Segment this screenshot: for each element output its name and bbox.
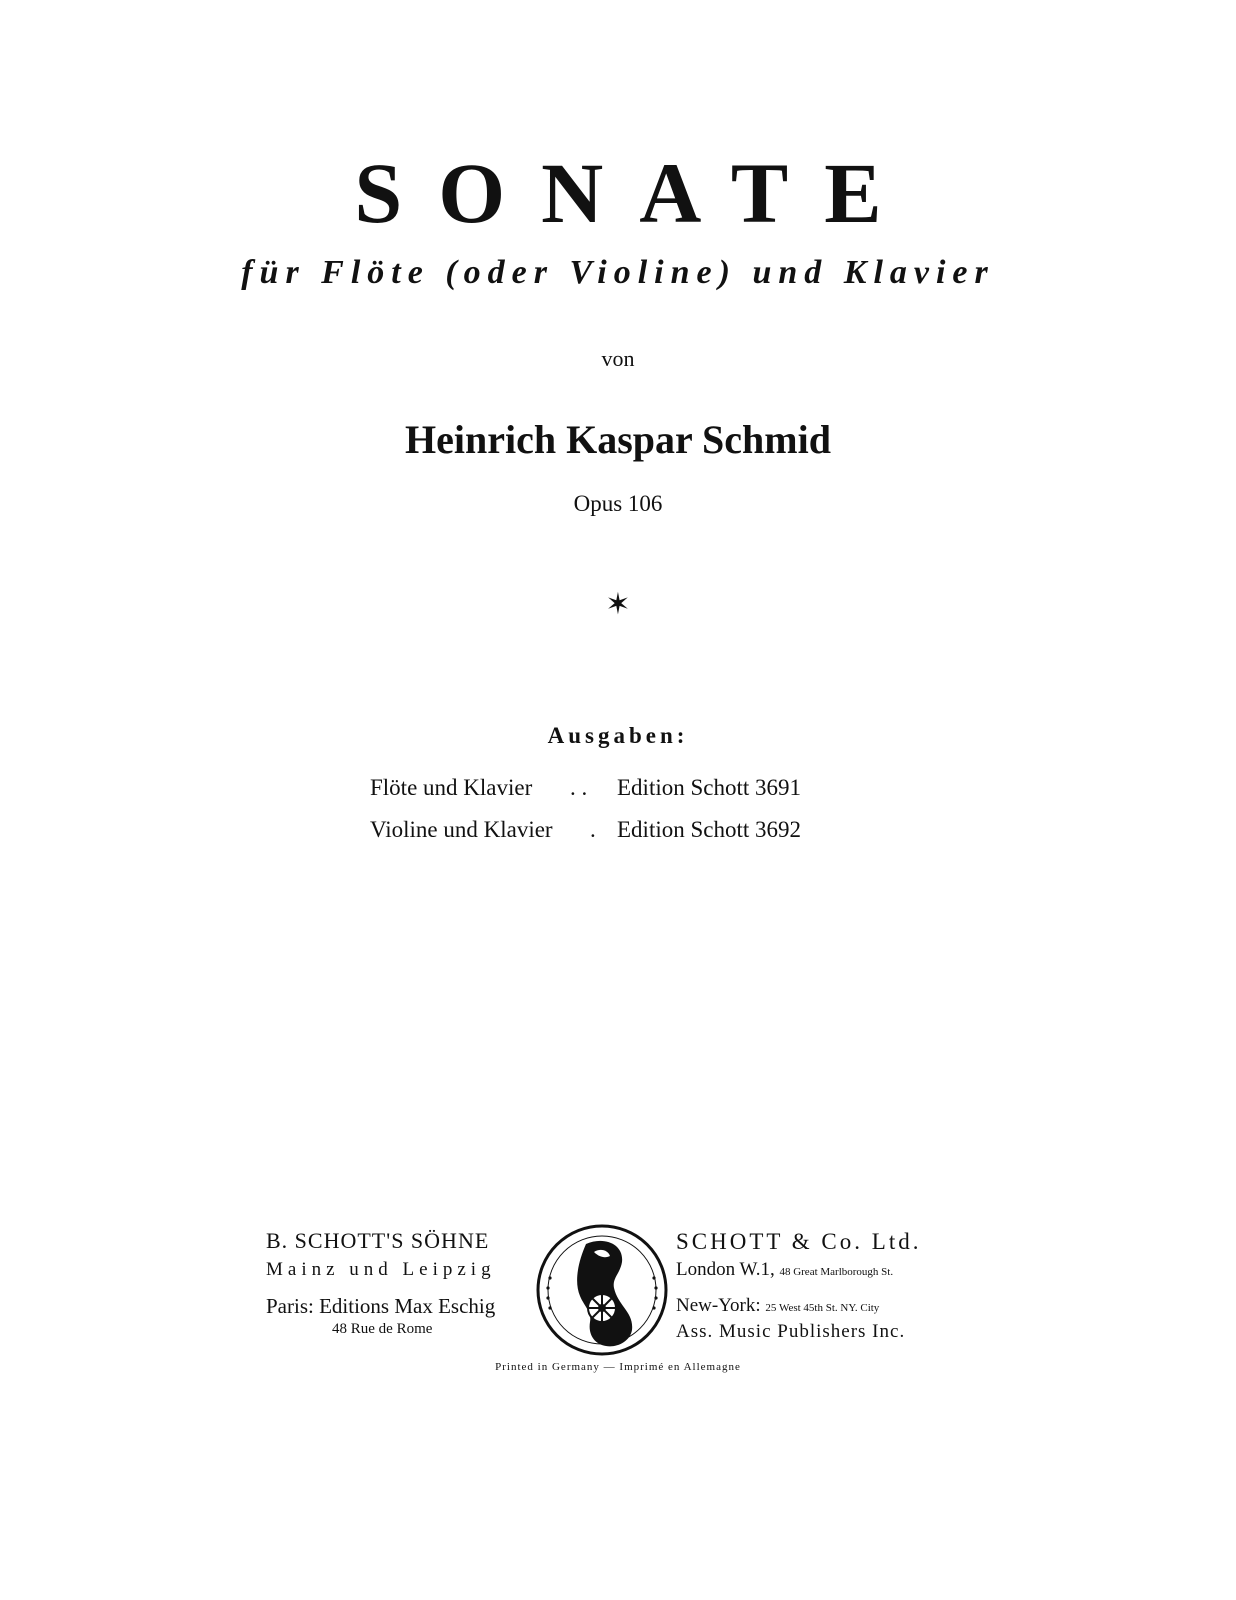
edition-number: Edition Schott 3691: [617, 775, 801, 800]
page-title: SONATE: [354, 145, 918, 241]
composer-name: Heinrich Kaspar Schmid: [405, 417, 831, 462]
printed-in-note: Printed in Germany — Imprimé en Allemagne: [495, 1361, 741, 1373]
by-label: von: [601, 346, 635, 371]
edition-instrument: Violine und Klavier: [370, 817, 553, 842]
publisher-newyork: [676, 1296, 879, 1315]
publisher-paris: Paris: Editions Max Eschig: [266, 1294, 496, 1318]
schott-seal-logo: [534, 1222, 670, 1358]
edition-dots: .: [590, 817, 596, 842]
publisher-ams: Ass. Music Publishers Inc.: [676, 1321, 906, 1342]
edition-instrument: Flöte und Klavier: [370, 775, 533, 800]
edition-dots: . .: [570, 775, 588, 800]
publisher-london-address: 48 Great Marlborough St.: [779, 1266, 894, 1278]
subtitle: für Flöte (oder Violine) und Klavier: [241, 254, 995, 291]
edition-number: Edition Schott 3692: [617, 817, 801, 842]
publisher-newyork-address: 25 West 45th St. NY. City: [765, 1302, 880, 1314]
editions-heading: Ausgaben:: [547, 723, 689, 748]
publisher-paris-address: 48 Rue de Rome: [332, 1321, 433, 1337]
star-ornament-icon: ✶: [605, 588, 631, 621]
publisher-london: [676, 1260, 893, 1279]
publisher-name-left: B. SCHOTT'S SÖHNE: [266, 1228, 490, 1253]
publisher-newyork-label: New-York:: [676, 1295, 761, 1316]
publisher-name-right: SCHOTT & Co. Ltd.: [676, 1229, 922, 1254]
publisher-london-label: London W.1,: [676, 1259, 775, 1280]
publisher-city-left: Mainz und Leipzig: [266, 1259, 496, 1280]
opus-number: Opus 106: [573, 491, 663, 516]
